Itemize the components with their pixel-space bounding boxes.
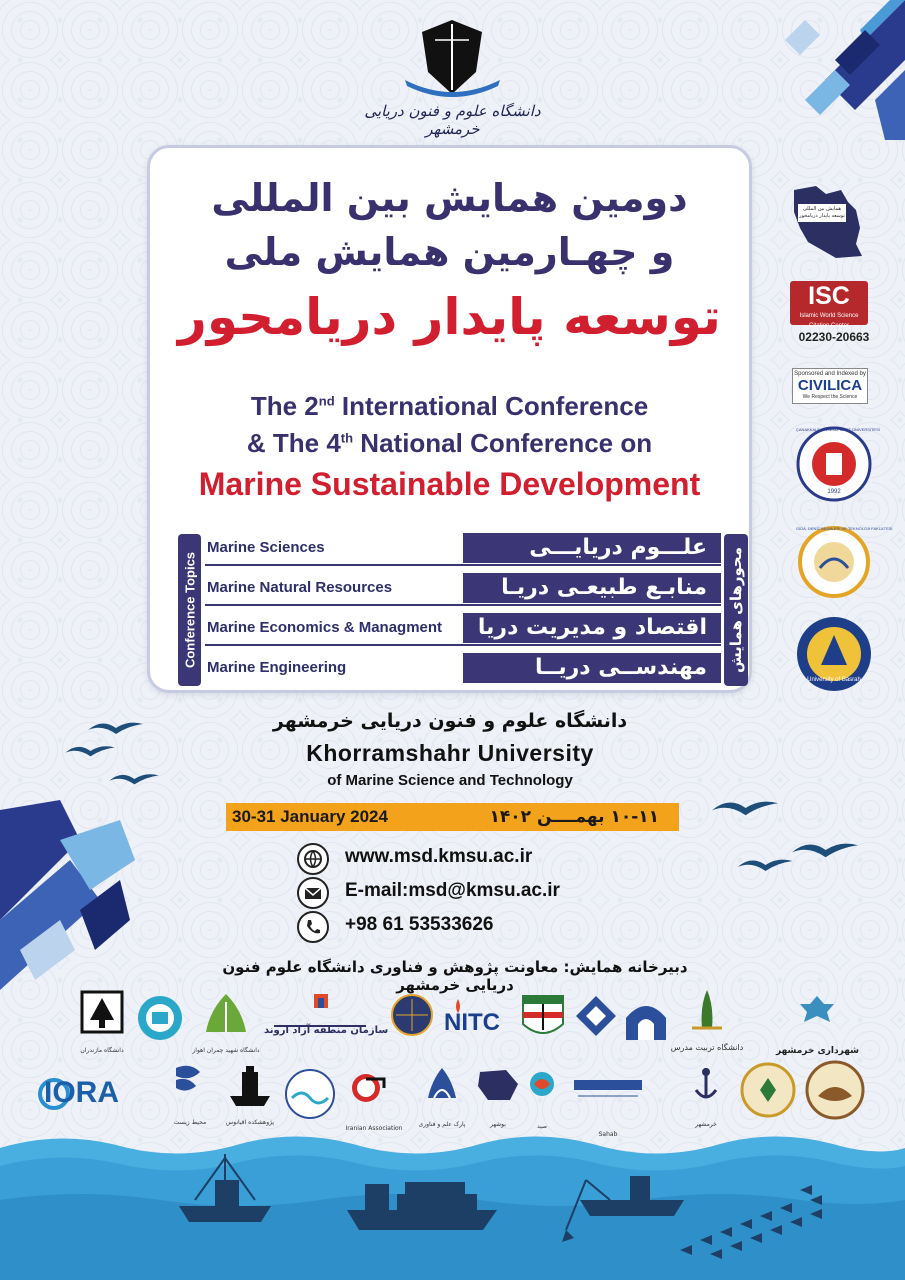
ship-logo-icon	[360, 10, 545, 102]
ocean-institute-ship-icon	[220, 1062, 280, 1110]
title-en-line3: Marine Sustainable Development	[198, 466, 701, 502]
title-en-line1: The 2nd International Conference	[250, 391, 649, 421]
title-panel	[147, 145, 752, 693]
iran-map-icon	[786, 182, 866, 262]
modares-university-logo-icon	[672, 988, 742, 1038]
offices-seal-icon	[738, 1060, 798, 1120]
bird-icon	[88, 718, 143, 738]
topic-row	[205, 573, 721, 603]
topics-label-fa: محورهای همایش	[724, 534, 748, 686]
topic-row	[205, 653, 721, 683]
secretariat-text: دبیرخانه همایش: معاونت پژوهش و فناوری دانشگاه علوم فنون دریایی خرمشهر	[222, 958, 688, 994]
sponsor-logo	[190, 990, 262, 1052]
sponsor-caption: محیط زیست	[173, 1119, 207, 1126]
sponsor-logo	[410, 1064, 474, 1126]
chamran-university-logo-icon	[190, 990, 262, 1040]
khorramshahr-anchor-logo-icon	[676, 1064, 736, 1108]
sponsor-caption: خرمشهر	[695, 1121, 717, 1128]
map-caption-2: توسعه پایدار دریامحور	[799, 213, 845, 219]
topic-fa: علـــوم دریایـــی	[463, 533, 721, 563]
topic-fa: مهندســی دریــا	[463, 653, 721, 683]
environment-logo-icon	[160, 1062, 220, 1106]
topic-en: Marine Natural Resources	[207, 579, 393, 596]
website-link[interactable]: www.msd.kmsu.ac.ir	[345, 846, 533, 867]
corner-decoration-left	[0, 800, 135, 990]
isc-code: 02230-20663	[798, 330, 870, 344]
fishing-boat-icon	[175, 1150, 275, 1230]
sponsor-logo	[518, 990, 568, 1052]
sponsor-logo	[512, 1066, 572, 1128]
date-en: 30-31 January 2024	[232, 807, 388, 826]
email-link[interactable]: E-mail:msd@kmsu.ac.ir	[345, 880, 560, 901]
university-logo-caption: دانشگاه علوم و فنون دریایی خرمشهر	[364, 102, 541, 138]
isc-logo	[790, 281, 868, 329]
sponsor-logo	[800, 1058, 870, 1128]
sponsor-logo	[342, 1068, 406, 1130]
sponsor-caption: صید	[536, 1123, 548, 1130]
navy-emblem-icon	[518, 990, 568, 1046]
topic-divider	[205, 604, 721, 606]
sponsor-logo	[14, 1072, 144, 1134]
konya-text: GİDA, DENİZ BİLİMLERİ VE TEKNOLOJİ FAKÜLTESİ	[796, 526, 893, 531]
title-fa-line2: و چهـارمین همایش ملی	[224, 230, 675, 274]
konya-logo	[796, 524, 893, 600]
university-name-en-line1: Khorramshahr University	[306, 740, 594, 766]
iran-map-logo	[786, 182, 866, 262]
sponsor-caption: سازمان منطقه آزاد اروند	[264, 1025, 389, 1036]
title-en-line2: & The 4th National Conference on	[246, 428, 653, 458]
fish-school-icon	[670, 1170, 830, 1265]
civilica-top: Sponsored and Indexed by	[794, 371, 866, 377]
globe-network-logo-icon	[382, 990, 442, 1040]
association-logo-icon	[342, 1068, 406, 1108]
map-caption-1: همایش بین المللی	[803, 206, 841, 212]
university-logo	[360, 10, 545, 138]
sponsor-caption: پژوهشکده اقیانوس	[225, 1119, 275, 1126]
phone-number[interactable]: +98 61 53533626	[345, 914, 494, 935]
sponsor-logo	[738, 1060, 798, 1128]
sponsor-caption: بوشهر	[490, 1121, 506, 1128]
fisheries-logo-icon	[512, 1066, 572, 1110]
sponsor-logo	[568, 1074, 648, 1136]
topic-divider	[205, 564, 721, 566]
topic-en: Marine Economics & Managment	[207, 619, 443, 636]
sponsor-logo	[130, 992, 190, 1054]
sponsor-logo	[264, 990, 389, 1052]
sponsor-logo	[282, 1066, 338, 1128]
sponsor-caption: شهرداری خرمشهر	[776, 1046, 860, 1056]
phone-icon	[297, 911, 329, 943]
cargo-ship-icon	[345, 1158, 500, 1238]
sponsor-caption: دانشگاه مازندران	[80, 1047, 124, 1054]
sponsor-logo	[440, 995, 512, 1057]
bird-icon	[700, 796, 790, 820]
sponsor-logo	[382, 990, 442, 1052]
university-name-en-line2: of Marine Science and Technology	[327, 772, 573, 789]
science-park-logo-icon	[410, 1064, 474, 1108]
sponsor-logo	[72, 990, 132, 1052]
tehran-university-logo-icon	[130, 992, 190, 1044]
sponsor-logo	[776, 992, 860, 1056]
iora-label: IORA	[44, 1076, 119, 1109]
sponsor-caption: دانشگاه شهید چمران اهواز	[192, 1047, 260, 1054]
topic-fa: منابـع طبیعـی دریـا	[463, 573, 721, 603]
isc-subtitle: Islamic World Science Citation Center	[799, 313, 859, 329]
globe-icon	[297, 843, 329, 875]
sponsor-logo	[676, 1064, 736, 1126]
ocean-circle-logo-icon	[282, 1066, 338, 1122]
date-fa: ۱۰-۱۱ بهمــــن ۱۴۰۲	[489, 807, 659, 827]
sponsor-caption: Iranian Association	[345, 1125, 403, 1132]
basrah-logo	[795, 615, 873, 693]
envelope-icon	[297, 877, 329, 909]
civilica-logo	[792, 368, 868, 404]
basrah-text: University of Basrah	[807, 677, 861, 683]
bird-icon	[108, 770, 160, 788]
title-fa-line3: توسعه پایدار دریامحور	[178, 288, 721, 346]
mosque-logo-icon	[616, 990, 676, 1046]
sahab-logo-icon	[568, 1074, 648, 1104]
date-bar	[226, 803, 679, 831]
sponsor-caption: پارک علم و فناوری	[418, 1121, 466, 1128]
corner-decoration-top-right	[765, 0, 905, 140]
topic-row	[205, 533, 721, 563]
sponsor-logo	[220, 1062, 280, 1124]
topic-row	[205, 613, 721, 643]
sponsor-caption: دانشگاه تربیت مدرس	[670, 1043, 744, 1052]
canakkale-text: ÇANAKKALE ONSEKİZ MART ÜNİVERSİTESİ	[796, 427, 880, 432]
konya-seal-icon	[796, 524, 893, 600]
topic-divider	[205, 644, 721, 646]
shipping-seal-icon	[800, 1058, 870, 1122]
topics-label-en: Conference Topics	[178, 534, 201, 686]
nitc-label: NITC	[444, 1009, 500, 1036]
mazandaran-logo-icon	[72, 990, 132, 1040]
sponsor-logo	[160, 1062, 220, 1124]
sponsor-caption: Sahab	[598, 1131, 618, 1138]
civilica-sub: We Respect the Science	[802, 394, 858, 400]
isc-title: ISC	[808, 282, 850, 310]
university-name-fa: دانشگاه علوم و فنون دریایی خرمشهر	[272, 710, 628, 732]
topic-en: Marine Engineering	[207, 659, 347, 676]
topic-en: Marine Sciences	[207, 539, 325, 556]
bird-icon	[65, 742, 115, 760]
canakkale-year: 1992	[827, 489, 841, 495]
title-fa-line1: دومین همایش بین المللی	[211, 176, 688, 220]
canakkale-logo	[796, 425, 880, 503]
khorramshahr-municipality-logo-icon	[782, 992, 852, 1032]
sponsor-logo	[672, 988, 742, 1050]
bird-icon	[730, 855, 800, 875]
topic-fa: اقتصاد و مدیریت دریا	[463, 613, 721, 643]
civilica-title: CIVILICA	[797, 377, 863, 394]
